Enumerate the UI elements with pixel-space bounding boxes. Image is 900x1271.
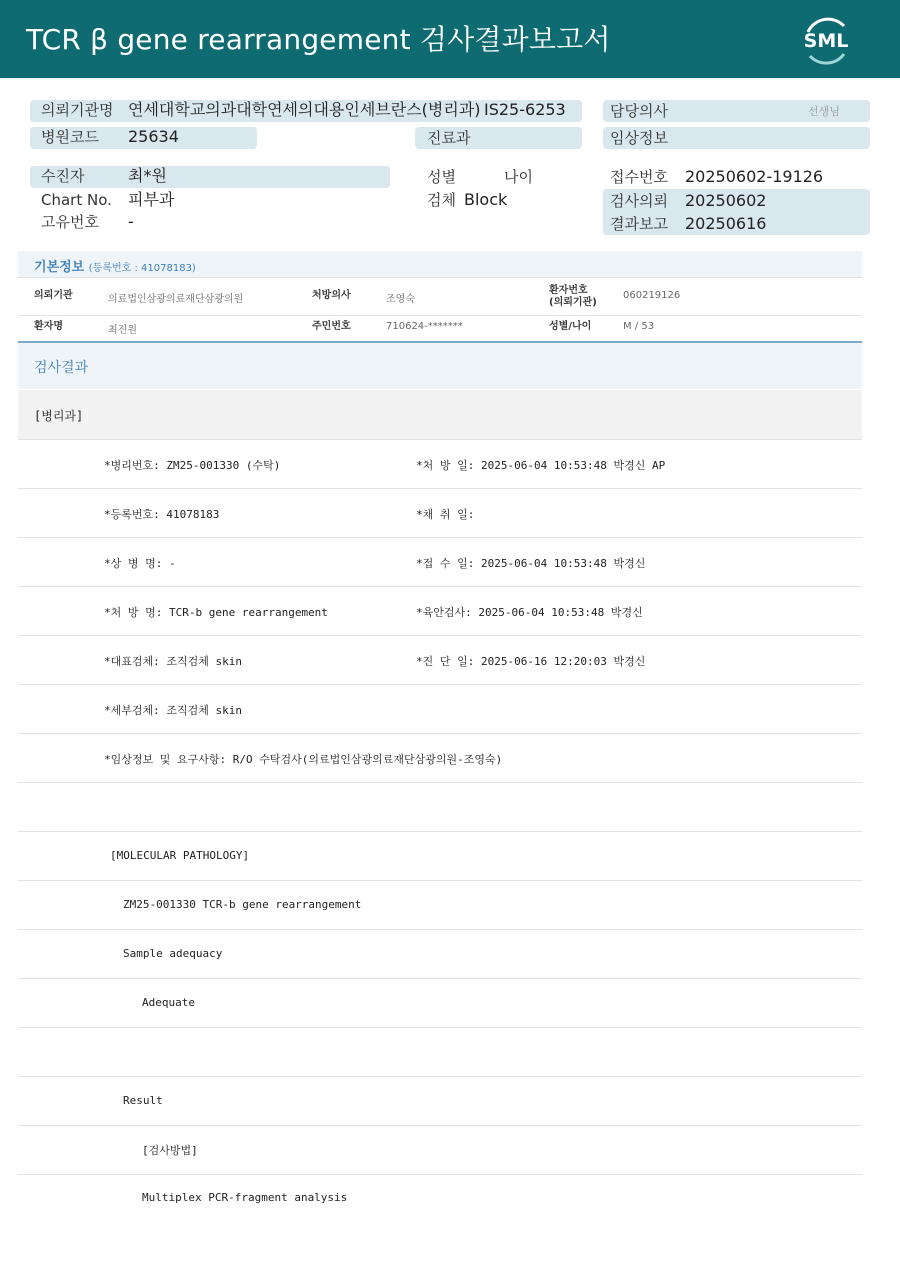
chart-label: Chart No. (41, 191, 112, 209)
result-section-title: 검사결과 (34, 360, 89, 376)
basic-reg-no: (등록번호 : 41078183) (88, 263, 196, 274)
divider (18, 880, 862, 881)
age-label: 나이 (504, 168, 533, 186)
divider (18, 684, 862, 685)
result-left-item: *임상정보 및 요구사항: R/O 수탁검사(의료법인삼광의료재단삼광의원-조영숙) (104, 753, 503, 766)
result-left-item: *처 방 명: TCR-b gene rearrangement (104, 606, 328, 619)
basic-value-patient-no: 060219126 (623, 290, 681, 301)
result-label: Result (123, 1094, 163, 1107)
sml-logo (798, 12, 854, 68)
result-left-item: *등록번호: 41078183 (104, 508, 220, 521)
divider (18, 586, 862, 587)
result-right-item: *채 취 일: (416, 508, 475, 521)
basic-label-hospital: 의뢰기관 (34, 290, 73, 301)
divider (18, 782, 862, 783)
hospital-code-value: 25634 (128, 127, 179, 146)
result-report-value: 20250616 (685, 214, 767, 233)
basic-label-ssn: 주민번호 (312, 321, 351, 332)
basic-value-doctor: 조영숙 (386, 294, 415, 305)
adequacy-label: Sample adequacy (123, 947, 223, 960)
divider (18, 929, 862, 930)
divider (18, 1076, 862, 1077)
divider (18, 1125, 862, 1126)
divider (18, 978, 862, 979)
molecular-heading: [MOLECULAR PATHOLOGY] (110, 849, 250, 862)
clinical-label: 임상정보 (610, 129, 668, 147)
logo-text: SML (803, 30, 849, 52)
divider (18, 733, 862, 734)
uid-label: 고유번호 (41, 213, 99, 231)
report-title: TCR β gene rearrangement 검사결과보고서 (26, 23, 611, 56)
receipt-label: 접수번호 (610, 168, 668, 186)
chart-value: 피부과 (128, 190, 175, 209)
basic-label-patient-no: 환자번호 (의뢰기관) (549, 285, 597, 308)
result-left-item: *상 병 명: - (104, 557, 176, 570)
result-right-item: *육안검사: 2025-06-04 10:53:48 박경신 (416, 606, 643, 619)
method-value: Multiplex PCR-fragment analysis (142, 1191, 348, 1204)
result-left-item: *대표검체: 조직검체 skin (104, 655, 242, 668)
result-left-item: *병리번호: ZM25-001330 (수탁) (104, 459, 281, 472)
basic-label-doctor: 처방의사 (312, 290, 351, 301)
result-report-label: 결과보고 (610, 215, 668, 233)
result-left-item: *세부검체: 조직검체 skin (104, 704, 242, 717)
pathology-dept: [병리과] (34, 409, 84, 423)
sex-label: 성별 (427, 168, 456, 186)
dept-label: 진료과 (427, 129, 471, 147)
divider (18, 439, 862, 440)
divider (18, 1174, 862, 1175)
basic-value-ssn: 710624-******* (386, 321, 463, 332)
divider (18, 277, 862, 278)
receipt-value: 20250602-19126 (685, 167, 824, 186)
doctor-suffix: 선생님 (808, 105, 840, 118)
molecular-id: ZM25-001330 TCR-b gene rearrangement (123, 898, 362, 911)
patient-value: 최*원 (128, 166, 167, 185)
pathology-dept-band (18, 390, 862, 439)
basic-info-title: 기본정보 (등록번호 : 41078183) (34, 260, 196, 275)
hospital-label: 의뢰기관명 (41, 101, 114, 119)
result-right-item: *진 단 일: 2025-06-16 12:20:03 박경신 (416, 655, 646, 668)
divider (18, 488, 862, 489)
request-label: 검사의뢰 (610, 192, 668, 210)
basic-label-sex-age: 성별/나이 (549, 321, 592, 332)
hospital-value: 연세대학교의과대학연세의대용인세브란스(병리과) (128, 100, 481, 119)
basic-info-header (18, 251, 862, 277)
request-value: 20250602 (685, 191, 767, 210)
specimen-label: 검체 (427, 191, 456, 209)
hospital-code-label: 병원코드 (41, 128, 99, 146)
result-right-item: *접 수 일: 2025-06-04 10:53:48 박경신 (416, 557, 646, 570)
report-code: IS25-6253 (484, 100, 566, 119)
specimen-value: Block (464, 190, 508, 209)
divider (18, 635, 862, 636)
basic-label-name: 환자명 (34, 321, 63, 332)
result-right-item: *처 방 일: 2025-06-04 10:53:48 박경신 AP (416, 459, 666, 472)
divider (18, 1027, 862, 1028)
basic-value-name: 최진원 (108, 325, 137, 336)
basic-value-hospital: 의료법인삼광의료재단삼광의원 (108, 294, 244, 305)
report-header (0, 0, 900, 78)
result-section-header (18, 341, 862, 389)
doctor-label: 담당의사 (610, 102, 668, 120)
divider (18, 537, 862, 538)
uid-value: - (128, 212, 134, 231)
method-label: [검사방법] (142, 1144, 198, 1157)
basic-value-sex-age: M / 53 (623, 321, 655, 332)
divider (18, 315, 862, 316)
divider (18, 831, 862, 832)
patient-label: 수진자 (41, 167, 85, 185)
adequacy-value: Adequate (142, 996, 195, 1009)
